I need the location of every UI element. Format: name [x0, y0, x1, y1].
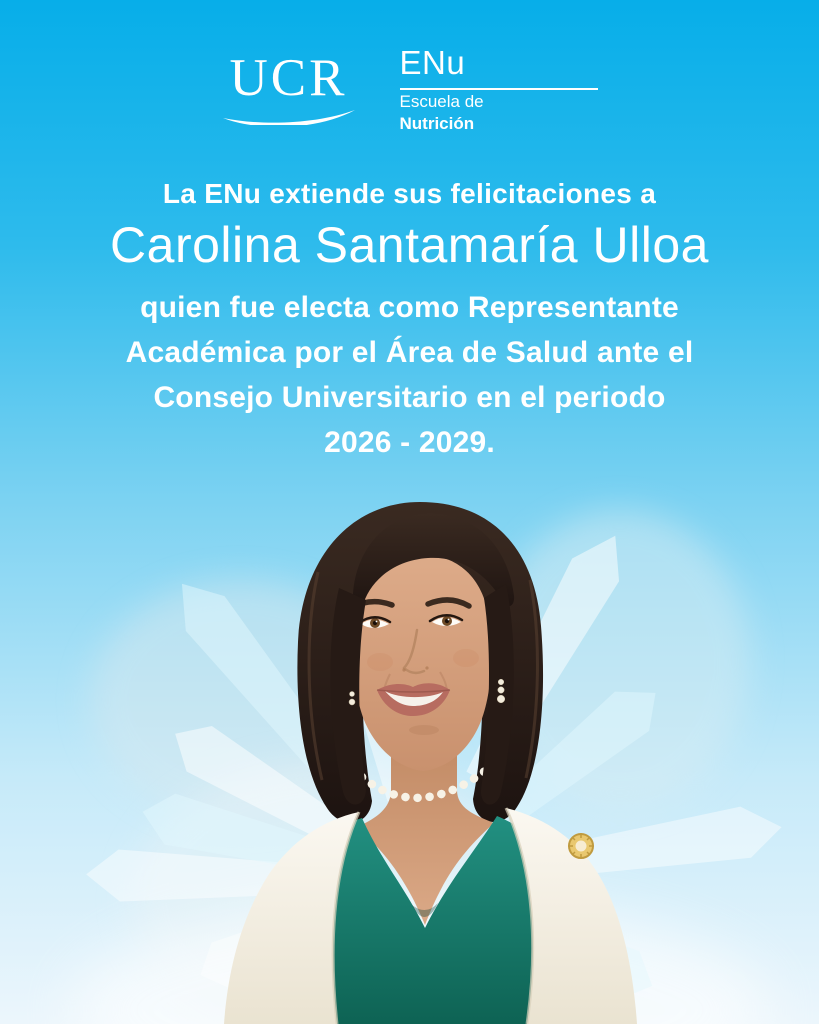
body-line-2: Académica por el Área de Salud ante el: [125, 336, 694, 369]
school-name-line1: Escuela de: [399, 92, 484, 111]
body-line-4: 2026 - 2029.: [324, 426, 495, 459]
body-line-3: Consejo Universitario en el periodo: [153, 381, 666, 414]
enu-divider: [400, 88, 598, 90]
announcement-text: [0, 178, 819, 465]
ucr-swoosh-icon: [222, 109, 356, 125]
ucr-logo-text: UCR: [229, 49, 348, 107]
ucr-logo: [222, 46, 356, 125]
body-line-1: quien fue electa como Representante: [140, 291, 679, 324]
gold-brooch: [568, 833, 594, 859]
honoree-name: Carolina Santamaría Ulloa: [110, 217, 709, 273]
enu-logo-text: ENu: [399, 44, 466, 81]
enu-logo: [400, 46, 598, 134]
intro-line: La ENu extiende sus felicitaciones a: [162, 178, 657, 209]
header-logos: [0, 46, 819, 134]
school-name-line2: Nutrición: [399, 114, 475, 133]
